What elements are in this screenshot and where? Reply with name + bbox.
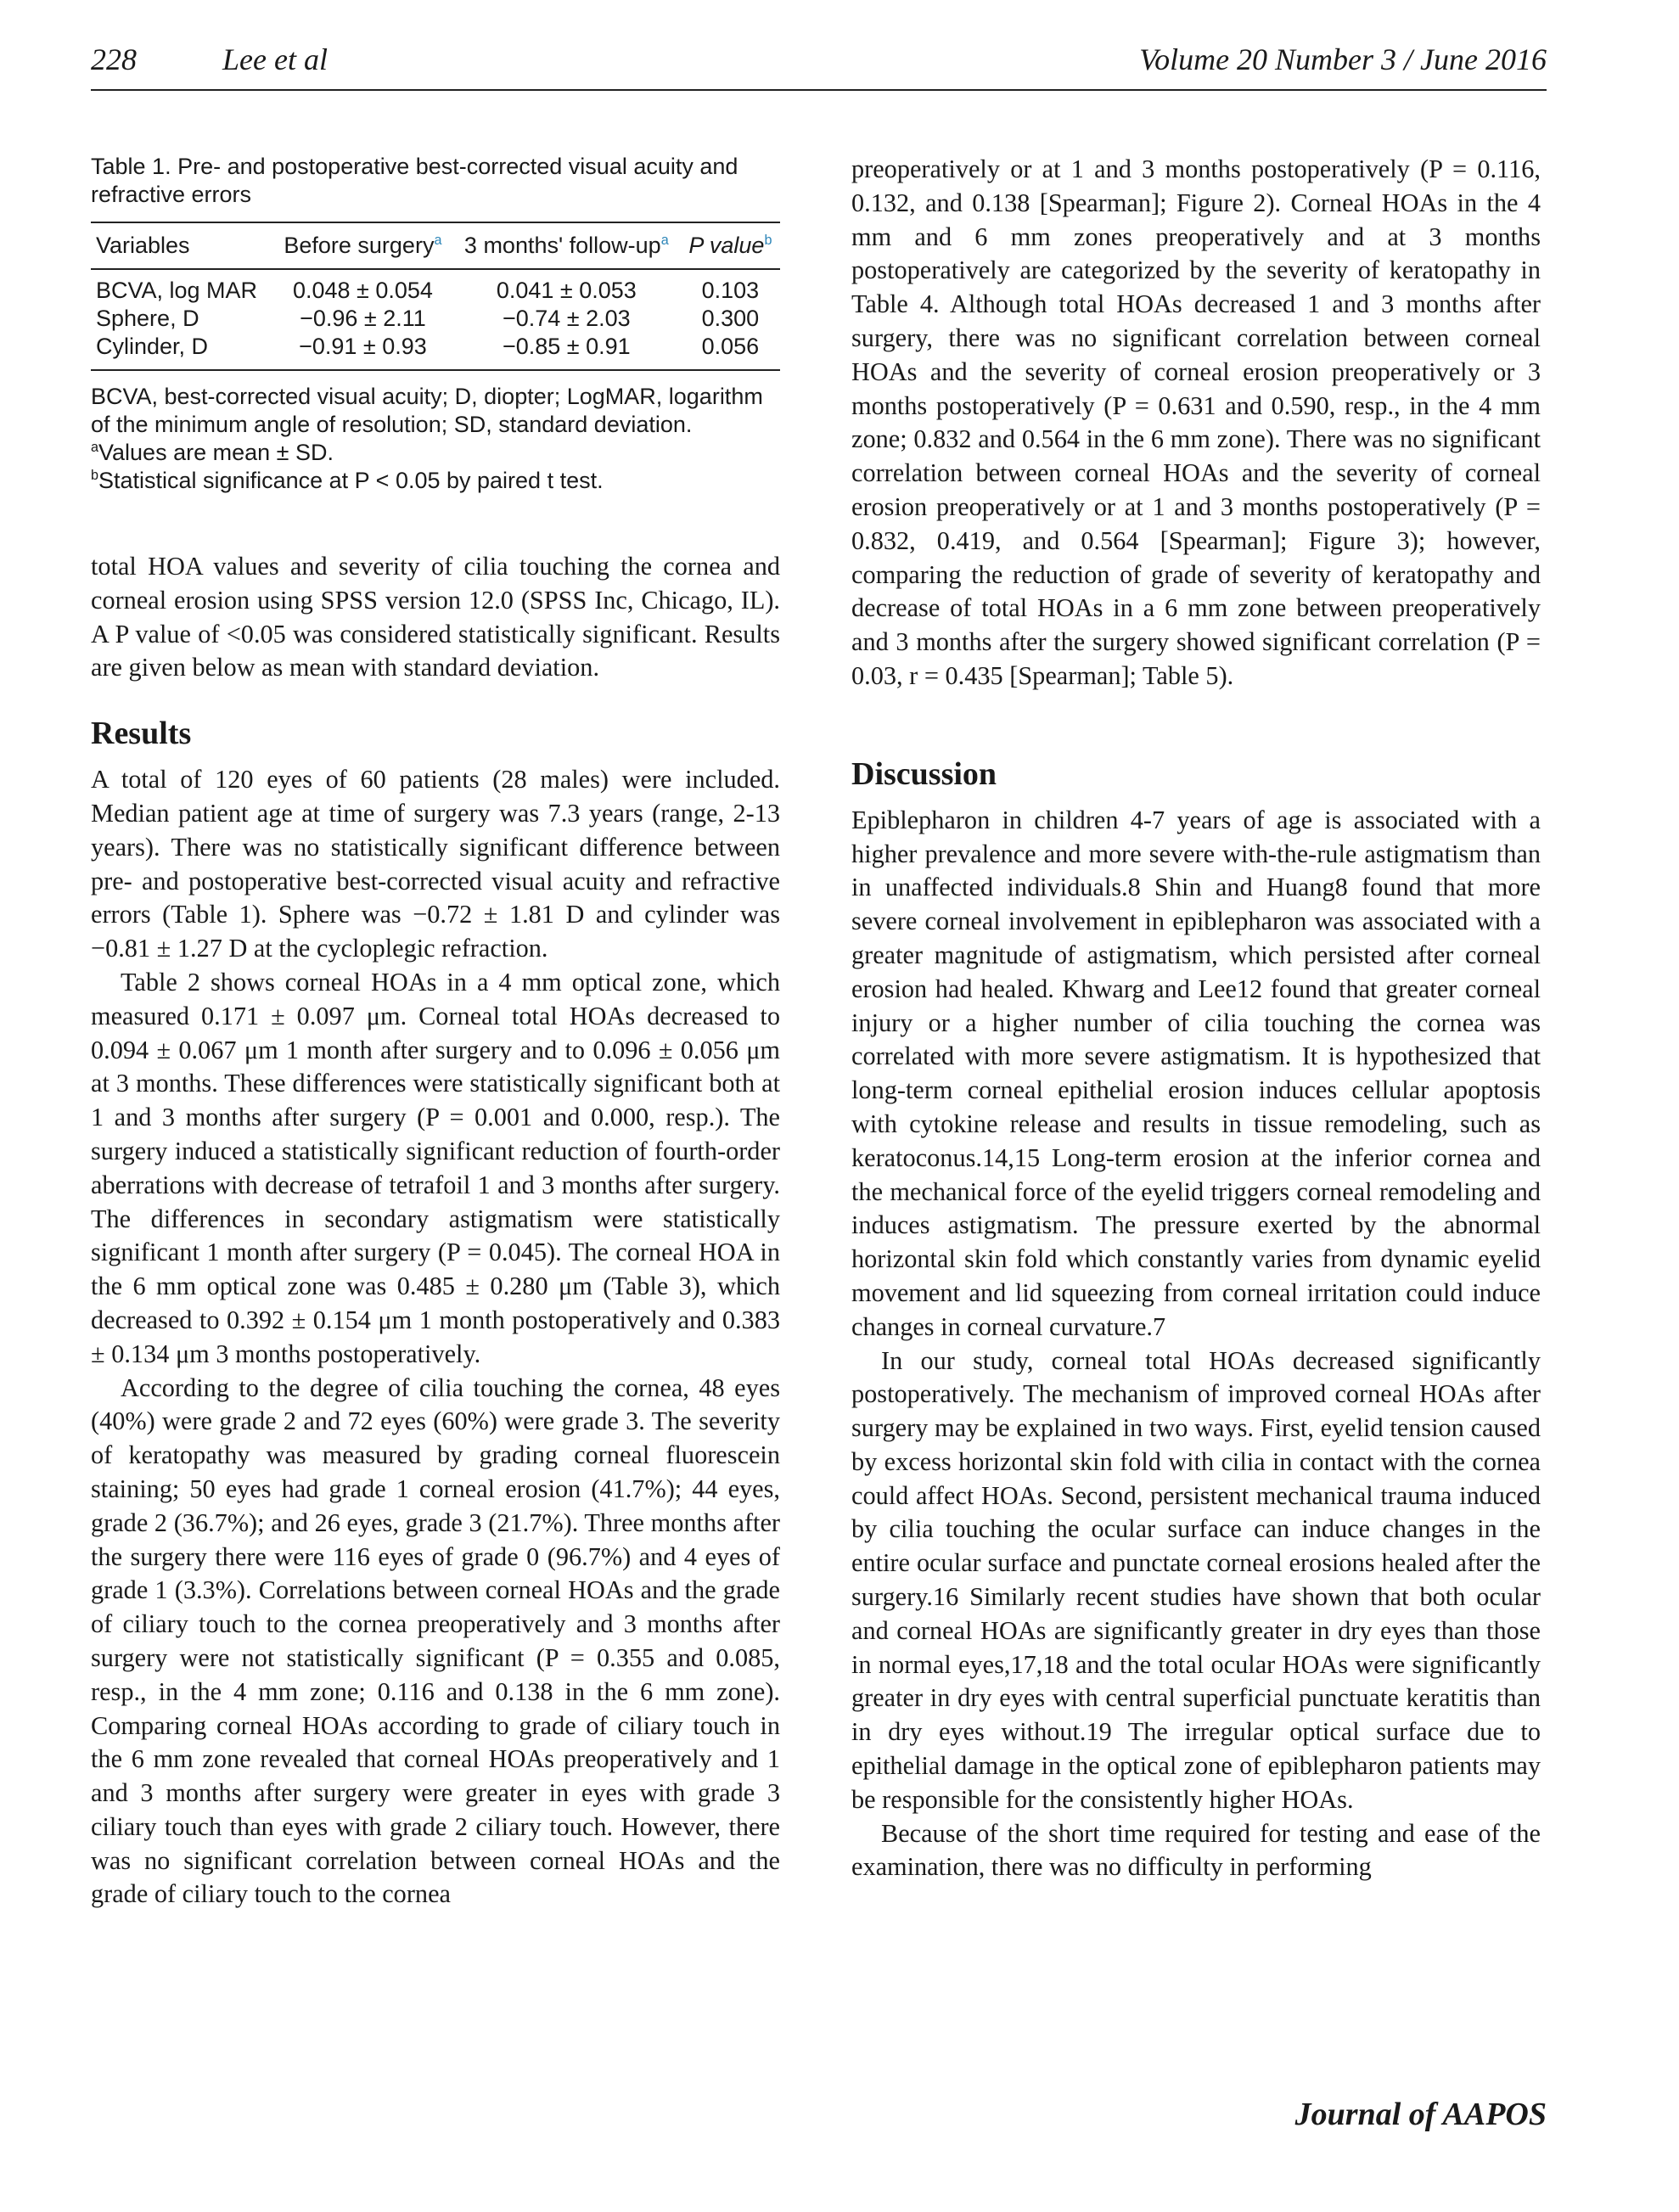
table-row bbox=[91, 305, 780, 333]
table-cell: 0.103 bbox=[701, 278, 760, 303]
col-header-before-surgery: Before surgery$^a$ bbox=[284, 233, 442, 258]
paragraph: Because of the short time required for testing and ease of the examination, there was no difficulty in performing bbox=[851, 1818, 1541, 1882]
table-cell: 0.300 bbox=[701, 306, 760, 331]
table-cell: 0.048 ± 0.054 bbox=[292, 278, 433, 303]
table-cell: Cylinder, D bbox=[96, 334, 209, 359]
col-header-3-months: 3 months' follow-$up^a$ bbox=[463, 233, 669, 258]
header-rule bbox=[91, 89, 1547, 91]
table-cell: −0.74 ± 2.03 bbox=[502, 306, 631, 331]
paragraph: total HOA values and severity of cilia touching the cornea and corneal erosion using SPSS version 12.0 (SPSS Inc, Chicago, IL). A P value of <0.05 was considered statistically significant. Results are given below as mean with standard deviation. bbox=[91, 552, 780, 682]
table-note-a: $^a$Values are mean ± SD. bbox=[91, 440, 334, 465]
paragraph: preoperatively or at 1 and 3 months postoperatively (P = 0.116, 0.132, and 0.138 [Spearman]; Figure 2). Corneal HOAs in the 4 mm and 6 mm zones preoperatively and at 3 months postoperatively are categorized by the severity of keratopathy in Table 4. Although total HOAs decreased 1 and 3 months after surgery, there was no significant correlation between corneal HOAs and the severity of corneal erosion preoperatively or 3 months postoperatively (P = 0.631 and 0.590, resp., in the 4 mm zone; 0.832 and 0.564 in the 6 mm zone). There was no significant correlation between corneal HOAs and the severity of corneal erosion preoperatively or at 1 and 3 months postoperatively (P = 0.832, 0.419, and 0.564 [Spearman]; Figure 3); however, comparing the reduction of grade of severity of keratopathy and decrease of total HOAs in a 6 mm zone between preoperatively and 3 months after the surgery showed significant correlation (P = 0.03, r = 0.435 [Spearman]; Table 5). bbox=[851, 154, 1541, 690]
paragraph: According to the degree of cilia touching the cornea, 48 eyes (40%) were grade 2 and 72 eyes (60%) were grade 3. The severity of keratopathy was measured by grading corneal fluorescein staining; 50 eyes had grade 1 corneal erosion (41.7%); 44 eyes, grade 2 (36.7%); and 26 eyes, grade 3 (21.7%). Three months after the surgery there were 116 eyes of grade 0 (96.7%) and 4 eyes of grade 1 (3.3%). Correlations between corneal HOAs and the grade of ciliary touch to the cornea preoperatively and 3 months after surgery were not statistically significant (P = 0.355 and 0.085, resp., in the 4 mm zone; 0.116 and 0.138 in the 6 mm zone). Comparing corneal HOAs according to grade of ciliary touch in the 6 mm zone revealed that corneal HOAs preoperatively and 1 and 3 months after surgery were greater in eyes with grade 3 ciliary touch than eyes with grade 2 ciliary touch. However, there was no significant correlation between corneal HOAs and the grade of ciliary touch to the cornea bbox=[91, 1373, 780, 1909]
discussion-heading: Discussion bbox=[851, 755, 997, 792]
table-note-abbreviations: BCVA, best-corrected visual acuity; D, diopter; LogMAR, logarithm of the minimum angle of resolution; SD, standard deviation. bbox=[91, 384, 763, 437]
right-column bbox=[851, 153, 1541, 1884]
table-cell: −0.85 ± 0.91 bbox=[502, 334, 631, 359]
table-1 bbox=[91, 153, 780, 495]
table-cell: −0.96 ± 2.11 bbox=[300, 306, 426, 331]
table-row bbox=[91, 269, 780, 305]
paragraph: A total of 120 eyes of 60 patients (28 males) were included. Median patient age at time of surgery was 7.3 years (range, 2-13 years). There was no statistically significant difference between pre- and postoperative best-corrected visual acuity and refractive errors (Table 1). Sphere was −0.72 ± 1.81 D and cylinder was −0.81 ± 1.27 D at the cycloplegic refraction. bbox=[91, 765, 780, 963]
table-cell: 0.056 bbox=[701, 334, 760, 359]
running-authors: Lee et al bbox=[222, 42, 328, 76]
col-header-p-value: P value$^b$ bbox=[688, 233, 772, 258]
col-header-variables: Variables bbox=[96, 233, 190, 258]
journal-name-footer: Journal of AAPOS bbox=[1294, 2097, 1547, 2132]
table-cell: 0.041 ± 0.053 bbox=[496, 278, 637, 303]
paragraph: Epiblepharon in children 4-7 years of age is associated with a higher prevalence and more severe with-the-rule astigmatism than in unaffected individuals.8 Shin and Huang8 found that more severe corneal involvement in epiblepharon was associated with a greater magnitude of astigmatism, which persisted after corneal erosion had healed. Khwarg and Lee12 found that greater corneal injury or a higher number of cilia touching the cornea was correlated with more severe astigmatism. It is hypothesized that long-term corneal epithelial erosion induces cellular apoptosis with cytokine release and results in tissue remodeling, such as keratoconus.14,15 Long-term erosion at the inferior cornea and the mechanical force of the eyelid triggers corneal remodeling and induces astigmatism. The pressure exerted by the abnormal horizontal skin fold which constantly varies from dynamic eyelid movement and lid squeezing from corneal irritation could induce changes in corneal curvature.7 bbox=[851, 805, 1541, 1341]
journal-issue: Volume 20 Number 3 / June 2016 bbox=[1139, 42, 1547, 76]
results-continued bbox=[851, 153, 1541, 693]
table-row bbox=[91, 333, 780, 370]
left-column bbox=[91, 153, 780, 1912]
page-number: 228 bbox=[91, 42, 137, 76]
table-note-b: $^b$Statistical significance at P < 0.05 by paired t test. bbox=[91, 468, 604, 493]
discussion-section bbox=[851, 804, 1541, 1885]
table-footnotes bbox=[91, 383, 780, 495]
paragraph: In our study, corneal total HOAs decreased significantly postoperatively. The mechanism of improved corneal HOAs after surgery may be explained in two ways. First, eyelid tension caused by excess horizontal skin fold with cilia in contact with the cornea could affect HOAs. Second, persistent mechanical trauma induced by cilia touching the ocular surface can induce changes in the entire ocular surface and punctate corneal erosions healed after the surgery.16 Similarly recent studies have shown that both ocular and corneal HOAs are significantly greater in dry eyes than those in normal eyes,17,18 and the total ocular HOAs were significantly greater in dry eyes with central superficial punctuate keratitis than in dry eyes without.19 The irregular optical surface due to epithelial damage in the optical zone of epiblepharon patients may be responsible for the consistently higher HOAs. bbox=[851, 1345, 1541, 1814]
results-heading: Results bbox=[91, 716, 192, 752]
results-section bbox=[91, 763, 780, 1912]
table-header-row bbox=[91, 222, 780, 269]
paragraph: Table 2 shows corneal HOAs in a 4 mm optical zone, which measured 0.171 ± 0.097 μm. Corneal total HOAs decreased to 0.094 ± 0.067 μm 1 month after surgery and to 0.096 ± 0.056 μm at 3 months. These differences were statistically significant both at 1 and 3 months after surgery (P = 0.001 and 0.000, resp.). The surgery induced a statistically significant reduction of fourth-order aberrations with decrease of tetrafoil 1 and 3 months after surgery. The differences in secondary astigmatism were statistically significant 1 month after surgery (P = 0.045). The corneal HOA in the 6 mm optical zone was 0.485 ± 0.280 μm (Table 3), which decreased to 0.392 ± 0.154 μm 1 month postoperatively and 0.383 ± 0.134 μm 3 months postoperatively. bbox=[91, 967, 780, 1368]
table-cell: Sphere, D bbox=[96, 306, 199, 331]
table-1-grid bbox=[91, 222, 780, 371]
table-cell: −0.91 ± 0.93 bbox=[299, 334, 427, 359]
table-caption: Table 1. Pre- and postoperative best-corrected visual acuity and refractive errors bbox=[91, 154, 738, 207]
table-cell: BCVA, log MAR bbox=[96, 278, 258, 303]
methods-paragraph-end bbox=[91, 550, 780, 685]
